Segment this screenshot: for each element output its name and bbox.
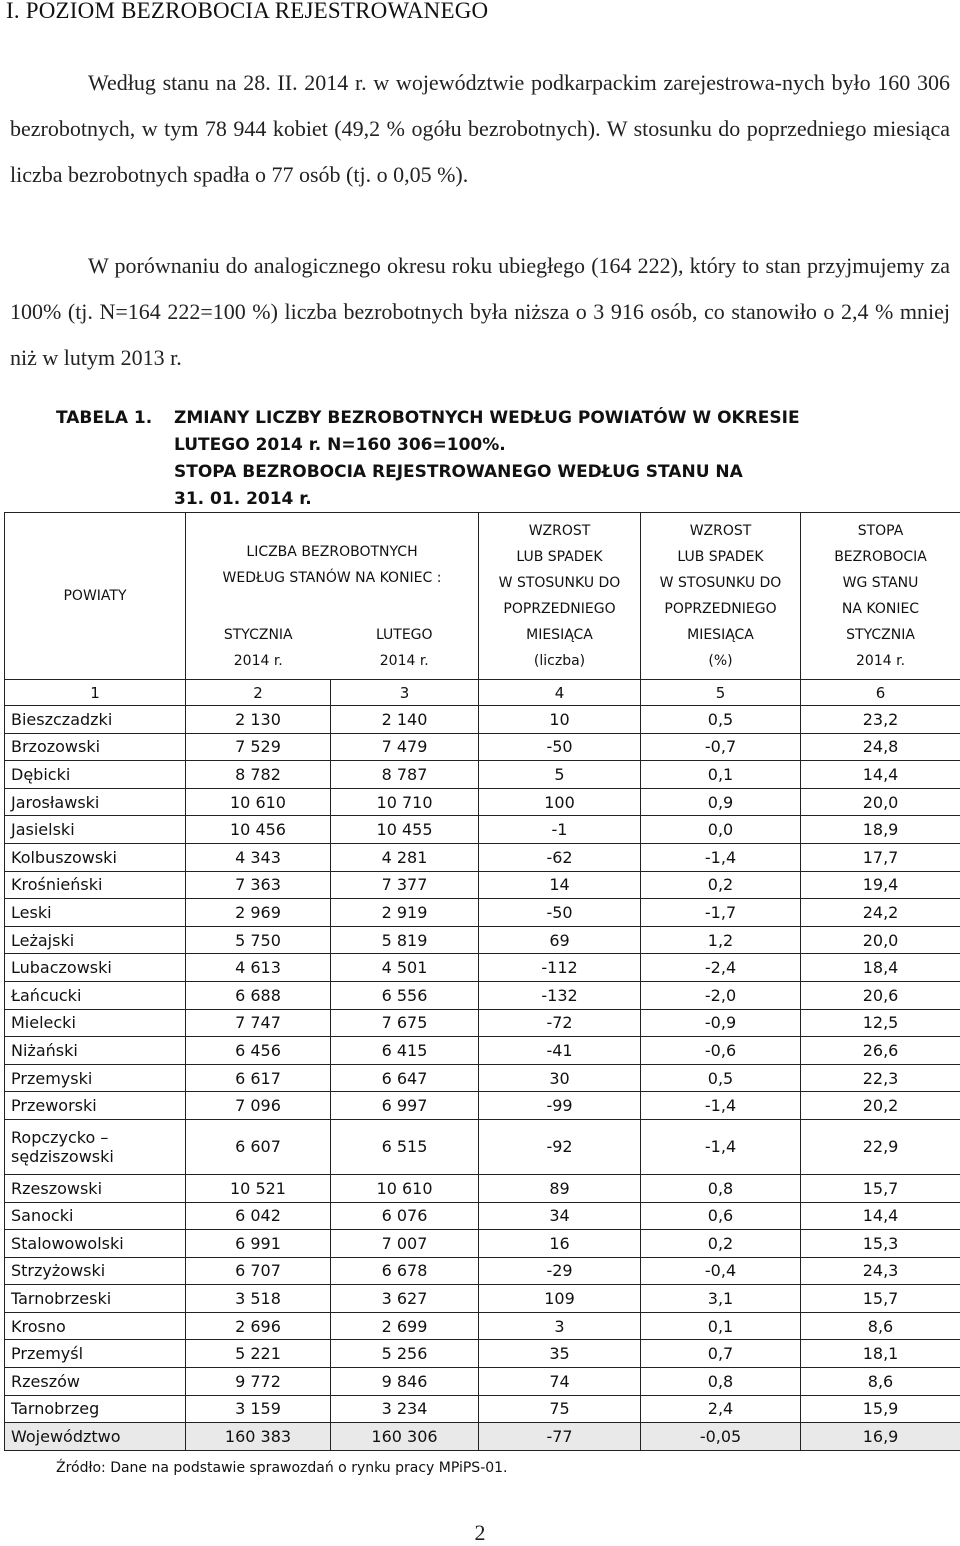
header-wzrost-liczba-line: (liczba) (483, 648, 636, 674)
powiat-name: Przemyśl (5, 1340, 186, 1368)
styczen-value: 6 707 (186, 1257, 331, 1285)
caption-text-1: ZMIANY LICZBY BEZROBOTNYCH WEDŁUG POWIATÓW W OKRESIE (174, 405, 800, 432)
styczen-value: 2 130 (186, 706, 331, 734)
table-row (5, 1119, 960, 1174)
table-row (5, 1257, 960, 1285)
change-percent: 0,6 (641, 1202, 801, 1230)
table-row-total (5, 1423, 960, 1451)
column-number: 2 (186, 680, 331, 706)
luty-value: 5 256 (331, 1340, 479, 1368)
header-wzrost-liczba-line: WZROST (483, 518, 636, 544)
rate-value: 24,8 (801, 733, 960, 761)
change-percent: 0,8 (641, 1174, 801, 1202)
luty-value: 7 377 (331, 871, 479, 899)
header-styczen-line2: 2014 r. (190, 648, 327, 674)
change-percent: -0,7 (641, 733, 801, 761)
header-wzrost-procent-line: W STOSUNKU DO (645, 570, 796, 596)
styczen-value: 6 688 (186, 981, 331, 1009)
styczen-value: 6 042 (186, 1202, 331, 1230)
change-percent: -0,6 (641, 1037, 801, 1065)
powiat-name: Jarosławski (5, 788, 186, 816)
change-count: 74 (479, 1368, 641, 1396)
styczen-value: 6 456 (186, 1037, 331, 1065)
header-luty-line2: 2014 r. (335, 648, 475, 674)
rate-value: 17,7 (801, 843, 960, 871)
luty-value: 7 675 (331, 1009, 479, 1037)
table-row (5, 1202, 960, 1230)
change-count: -41 (479, 1037, 641, 1065)
rate-value: 24,2 (801, 899, 960, 927)
change-count: -99 (479, 1092, 641, 1120)
change-percent: -0,9 (641, 1009, 801, 1037)
styczen-value: 6 991 (186, 1230, 331, 1258)
rate-value: 20,0 (801, 926, 960, 954)
change-percent: 0,1 (641, 761, 801, 789)
header-stopa (801, 513, 960, 680)
change-percent: -2,4 (641, 954, 801, 982)
styczen-value: 9 772 (186, 1368, 331, 1396)
header-styczen (186, 617, 331, 680)
header-liczba (186, 513, 479, 618)
table-caption (56, 405, 800, 513)
luty-value: 9 846 (331, 1368, 479, 1396)
change-percent: 1,2 (641, 926, 801, 954)
luty-value: 10 710 (331, 788, 479, 816)
table-row (5, 1064, 960, 1092)
luty-value: 6 415 (331, 1037, 479, 1065)
change-percent: 0,7 (641, 1340, 801, 1368)
change-percent: 0,5 (641, 1064, 801, 1092)
header-liczba-line1: LICZBA BEZROBOTNYCH (190, 539, 474, 565)
header-wzrost-liczba-line: LUB SPADEK (483, 544, 636, 570)
styczen-value: 7 747 (186, 1009, 331, 1037)
change-count: 35 (479, 1340, 641, 1368)
change-count: -112 (479, 954, 641, 982)
luty-value: 6 556 (331, 981, 479, 1009)
luty-value: 2 140 (331, 706, 479, 734)
change-count: 30 (479, 1064, 641, 1092)
table-row (5, 1340, 960, 1368)
paragraph-2: W porównaniu do analogicznego okresu roku ubiegłego (164 222), który to stan przyjmujemy za 100% (tj. N=164 222=100 %) liczba bezrobotnych była niższa o 3 916 osób, co stanowiło o 2,4 % mniej niż w lutym 2013 r. (10, 243, 950, 381)
styczen-value: 5 221 (186, 1340, 331, 1368)
change-percent: -1,4 (641, 843, 801, 871)
powiat-name: Strzyżowski (5, 1257, 186, 1285)
caption-line-4: 31. 01. 2014 r. (56, 486, 800, 513)
powiat-name: Leżajski (5, 926, 186, 954)
section-heading: I. POZIOM BEZROBOCIA REJESTROWANEGO (6, 0, 488, 24)
luty-value: 6 515 (331, 1119, 479, 1174)
powiat-name: Jasielski (5, 816, 186, 844)
rate-value: 19,4 (801, 871, 960, 899)
header-wzrost-procent-line: POPRZEDNIEGO (645, 596, 796, 622)
change-count: -29 (479, 1257, 641, 1285)
header-stopa-line: STOPA (805, 518, 956, 544)
powiat-name: Przemyski (5, 1064, 186, 1092)
rate-value: 8,6 (801, 1368, 960, 1396)
change-count: 16 (479, 1230, 641, 1258)
column-number: 1 (5, 680, 186, 706)
change-percent: 2,4 (641, 1395, 801, 1423)
table-row (5, 1368, 960, 1396)
header-wzrost-liczba-line: POPRZEDNIEGO (483, 596, 636, 622)
change-percent: -1,4 (641, 1119, 801, 1174)
rate-value: 18,9 (801, 816, 960, 844)
styczen-value: 7 096 (186, 1092, 331, 1120)
change-count: 3 (479, 1312, 641, 1340)
powiat-name: Rzeszowski (5, 1174, 186, 1202)
powiat-name: Kolbuszowski (5, 843, 186, 871)
rate-value: 16,9 (801, 1423, 960, 1451)
luty-value: 6 647 (331, 1064, 479, 1092)
change-percent: 0,9 (641, 788, 801, 816)
table-row (5, 981, 960, 1009)
change-percent: 0,2 (641, 1230, 801, 1258)
header-powiaty: POWIATY (5, 513, 186, 680)
styczen-value: 2 969 (186, 899, 331, 927)
luty-value: 5 819 (331, 926, 479, 954)
change-count: 5 (479, 761, 641, 789)
table-body (5, 706, 960, 1451)
table-row (5, 761, 960, 789)
change-percent: 0,5 (641, 706, 801, 734)
luty-value: 8 787 (331, 761, 479, 789)
change-percent: -2,0 (641, 981, 801, 1009)
table-row (5, 1174, 960, 1202)
rate-value: 12,5 (801, 1009, 960, 1037)
rate-value: 15,7 (801, 1174, 960, 1202)
change-count: -62 (479, 843, 641, 871)
luty-value: 10 455 (331, 816, 479, 844)
rate-value: 15,3 (801, 1230, 960, 1258)
caption-line-1 (56, 405, 800, 432)
change-percent: 0,1 (641, 1312, 801, 1340)
header-stopa-line: 2014 r. (805, 648, 956, 674)
styczen-value: 7 529 (186, 733, 331, 761)
table-row (5, 1230, 960, 1258)
powiat-name: Mielecki (5, 1009, 186, 1037)
powiat-name: Lubaczowski (5, 954, 186, 982)
styczen-value: 10 521 (186, 1174, 331, 1202)
powiat-name: Brzozowski (5, 733, 186, 761)
powiat-name: Dębicki (5, 761, 186, 789)
change-count: 69 (479, 926, 641, 954)
column-number-row (5, 680, 960, 706)
styczen-value: 5 750 (186, 926, 331, 954)
change-count: -1 (479, 816, 641, 844)
table-row (5, 1285, 960, 1313)
luty-value: 10 610 (331, 1174, 479, 1202)
powiat-name: Rzeszów (5, 1368, 186, 1396)
table-row (5, 816, 960, 844)
table-row (5, 926, 960, 954)
change-count: -50 (479, 899, 641, 927)
rate-value: 22,9 (801, 1119, 960, 1174)
header-styczen-line1: STYCZNIA (190, 622, 327, 648)
styczen-value: 4 613 (186, 954, 331, 982)
powiat-name: Krosno (5, 1312, 186, 1340)
rate-value: 24,3 (801, 1257, 960, 1285)
header-wzrost-procent-line: (%) (645, 648, 796, 674)
luty-value: 3 234 (331, 1395, 479, 1423)
luty-value: 7 479 (331, 733, 479, 761)
powiat-name: Bieszczadzki (5, 706, 186, 734)
change-count: 89 (479, 1174, 641, 1202)
table-row (5, 843, 960, 871)
header-stopa-line: STYCZNIA (805, 622, 956, 648)
column-number: 6 (801, 680, 960, 706)
styczen-value: 6 617 (186, 1064, 331, 1092)
paragraph-1: Według stanu na 28. II. 2014 r. w województwie podkarpackim zarejestrowa-nych było 160 306 bezrobotnych, w tym 78 944 kobiet (49,2 % ogółu bezrobotnych). W stosunku do poprzedniego miesiąca liczba bezrobotnych spadła o 77 osób (tj. o 0,05 %). (10, 60, 950, 198)
change-count: 75 (479, 1395, 641, 1423)
table-row (5, 788, 960, 816)
change-count: 34 (479, 1202, 641, 1230)
styczen-value: 3 159 (186, 1395, 331, 1423)
rate-value: 14,4 (801, 1202, 960, 1230)
caption-label: TABELA 1. (56, 405, 174, 432)
powiat-name: Niżański (5, 1037, 186, 1065)
header-wzrost-liczba-line: MIESIĄCA (483, 622, 636, 648)
header-wzrost-liczba (479, 513, 641, 680)
table-row (5, 706, 960, 734)
table-row (5, 899, 960, 927)
styczen-value: 10 456 (186, 816, 331, 844)
rate-value: 15,7 (801, 1285, 960, 1313)
change-percent: 0,0 (641, 816, 801, 844)
rate-value: 8,6 (801, 1312, 960, 1340)
powiat-name: Krośnieński (5, 871, 186, 899)
header-stopa-line: BEZROBOCIA (805, 544, 956, 570)
change-count: -132 (479, 981, 641, 1009)
rate-value: 18,1 (801, 1340, 960, 1368)
styczen-value: 6 607 (186, 1119, 331, 1174)
rate-value: 14,4 (801, 761, 960, 789)
table-row (5, 1037, 960, 1065)
change-count: 10 (479, 706, 641, 734)
powiat-name: Tarnobrzeg (5, 1395, 186, 1423)
rate-value: 22,3 (801, 1064, 960, 1092)
rate-value: 20,6 (801, 981, 960, 1009)
luty-value: 2 699 (331, 1312, 479, 1340)
rate-value: 18,4 (801, 954, 960, 982)
caption-line-2: LUTEGO 2014 r. N=160 306=100%. (56, 432, 800, 459)
table-row (5, 1009, 960, 1037)
powiat-name: Leski (5, 899, 186, 927)
powiat-name: Łańcucki (5, 981, 186, 1009)
column-number: 3 (331, 680, 479, 706)
change-count: 109 (479, 1285, 641, 1313)
styczen-value: 2 696 (186, 1312, 331, 1340)
table-row (5, 871, 960, 899)
change-percent: -1,7 (641, 899, 801, 927)
luty-value: 4 281 (331, 843, 479, 871)
change-percent: -1,4 (641, 1092, 801, 1120)
header-luty-line1: LUTEGO (335, 622, 475, 648)
rate-value: 23,2 (801, 706, 960, 734)
header-liczba-line2: WEDŁUG STANÓW NA KONIEC : (190, 565, 474, 591)
table-row (5, 1312, 960, 1340)
caption-line-3: STOPA BEZROBOCIA REJESTROWANEGO WEDŁUG STANU NA (56, 459, 800, 486)
rate-value: 15,9 (801, 1395, 960, 1423)
powiat-name: Sanocki (5, 1202, 186, 1230)
rate-value: 20,2 (801, 1092, 960, 1120)
luty-value: 3 627 (331, 1285, 479, 1313)
header-wzrost-procent-line: MIESIĄCA (645, 622, 796, 648)
change-percent: 3,1 (641, 1285, 801, 1313)
luty-value: 6 076 (331, 1202, 479, 1230)
luty-value: 6 678 (331, 1257, 479, 1285)
styczen-value: 4 343 (186, 843, 331, 871)
change-percent: -0,4 (641, 1257, 801, 1285)
powiat-name: Stalowowolski (5, 1230, 186, 1258)
change-percent: -0,05 (641, 1423, 801, 1451)
luty-value: 160 306 (331, 1423, 479, 1451)
change-count: 14 (479, 871, 641, 899)
powiat-name: Przeworski (5, 1092, 186, 1120)
change-count: -72 (479, 1009, 641, 1037)
styczen-value: 160 383 (186, 1423, 331, 1451)
change-percent: 0,8 (641, 1368, 801, 1396)
styczen-value: 8 782 (186, 761, 331, 789)
table-row (5, 1395, 960, 1423)
unemployment-table (4, 512, 960, 1451)
header-stopa-line: WG STANU (805, 570, 956, 596)
change-percent: 0,2 (641, 871, 801, 899)
header-wzrost-procent-line: LUB SPADEK (645, 544, 796, 570)
change-count: -92 (479, 1119, 641, 1174)
luty-value: 4 501 (331, 954, 479, 982)
styczen-value: 10 610 (186, 788, 331, 816)
table-row (5, 733, 960, 761)
luty-value: 2 919 (331, 899, 479, 927)
powiat-name: Ropczycko – sędziszowski (5, 1119, 186, 1174)
rate-value: 26,6 (801, 1037, 960, 1065)
header-wzrost-liczba-line: W STOSUNKU DO (483, 570, 636, 596)
page-number: 2 (0, 1520, 960, 1546)
header-wzrost-procent-line: WZROST (645, 518, 796, 544)
column-number: 5 (641, 680, 801, 706)
column-number: 4 (479, 680, 641, 706)
table-row (5, 1092, 960, 1120)
header-stopa-line: NA KONIEC (805, 596, 956, 622)
source-note: Źródło: Dane na podstawie sprawozdań o rynku pracy MPiPS-01. (56, 1460, 508, 1476)
change-count: -77 (479, 1423, 641, 1451)
luty-value: 6 997 (331, 1092, 479, 1120)
header-wzrost-procent (641, 513, 801, 680)
header-luty (331, 617, 479, 680)
table-row (5, 954, 960, 982)
change-count: 100 (479, 788, 641, 816)
styczen-value: 3 518 (186, 1285, 331, 1313)
rate-value: 20,0 (801, 788, 960, 816)
styczen-value: 7 363 (186, 871, 331, 899)
powiat-name: Województwo (5, 1423, 186, 1451)
change-count: -50 (479, 733, 641, 761)
luty-value: 7 007 (331, 1230, 479, 1258)
powiat-name: Tarnobrzeski (5, 1285, 186, 1313)
